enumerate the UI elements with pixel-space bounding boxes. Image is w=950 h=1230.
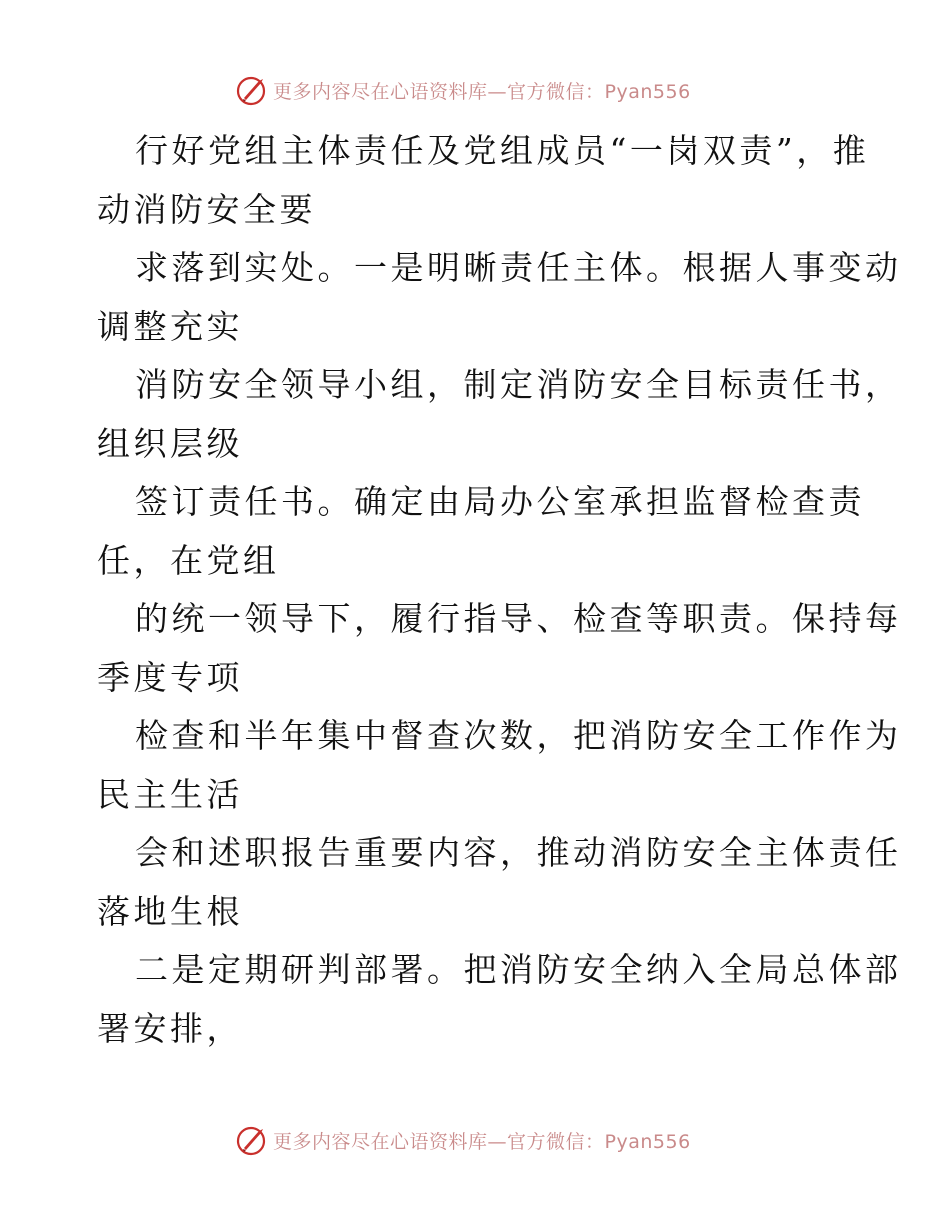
watermark-contact-id: Pyan556 <box>604 1130 691 1153</box>
quill-pen-logo-icon <box>235 73 269 107</box>
text-line: 季度专项 <box>97 657 243 697</box>
text-line: 落地生根 <box>97 891 243 931</box>
document-body <box>97 122 902 1058</box>
watermark-dash: — <box>487 80 508 103</box>
footer-watermark <box>235 1123 691 1157</box>
watermark-contact-label: 官方微信： <box>507 80 605 103</box>
text-line: 消防安全领导小组，制定消防安全目标责任书， <box>135 365 902 404</box>
watermark-brand: 更多内容尽在心语资料库 <box>273 80 488 103</box>
quill-pen-logo-icon <box>235 1123 269 1157</box>
text-line: 会和述职报告重要内容，推动消防安全主体责任 <box>135 833 902 872</box>
text-line: 署安排， <box>97 1008 243 1048</box>
text-line: 的统一领导下，履行指导、检查等职责。保持每 <box>135 599 902 638</box>
text-line: 签订责任书。确定由局办公室承担监督检查责 <box>135 482 865 521</box>
watermark-text <box>273 1127 691 1154</box>
text-line: 动消防安全要 <box>97 189 316 229</box>
watermark-dash: — <box>487 1130 508 1153</box>
watermark-contact-id: Pyan556 <box>604 80 691 103</box>
text-line: 二是定期研判部署。把消防安全纳入全局总体部 <box>135 950 902 989</box>
text-line: 任，在党组 <box>97 540 280 580</box>
text-line: 行好党组主体责任及党组成员“一岗双责”，推 <box>135 131 870 170</box>
text-line: 民主生活 <box>97 774 243 814</box>
text-line: 检查和半年集中督查次数，把消防安全工作作为 <box>135 716 902 755</box>
watermark-text <box>273 77 691 104</box>
text-line: 调整充实 <box>97 306 243 346</box>
text-line: 组织层级 <box>97 423 243 463</box>
text-line: 求落到实处。一是明晰责任主体。根据人事变动 <box>135 248 902 287</box>
watermark-contact-label: 官方微信： <box>507 1130 605 1153</box>
watermark-brand: 更多内容尽在心语资料库 <box>273 1130 488 1153</box>
header-watermark <box>235 73 691 107</box>
